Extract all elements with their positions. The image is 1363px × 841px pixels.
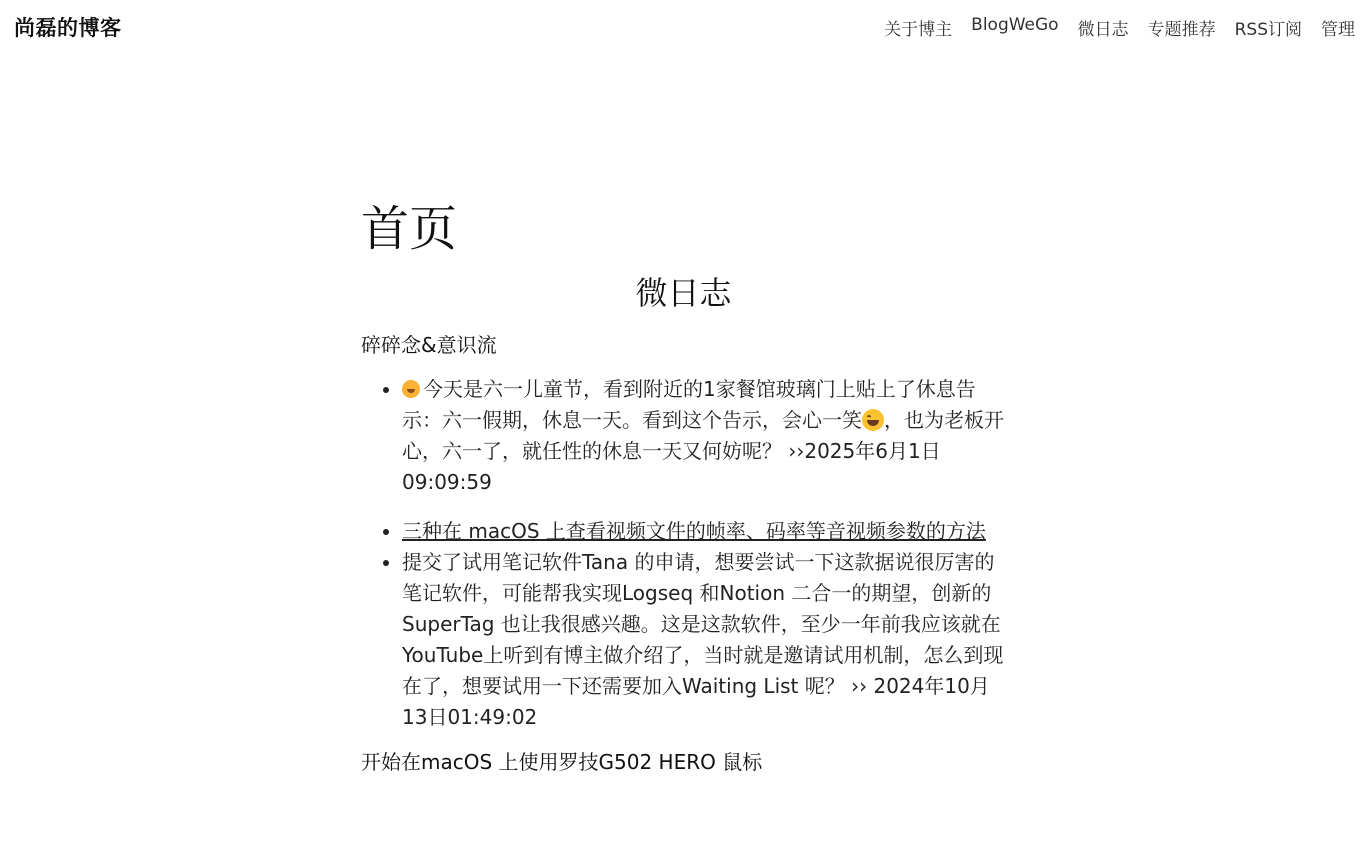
- nav-microblog[interactable]: 微日志: [1077, 20, 1129, 40]
- top-navigation-bar: [0, 0, 1363, 56]
- section-title: 微日志: [635, 274, 732, 312]
- item-text-part2: ，也为老板开心，六一了，就任性的休息一天又何妨呢？ ››2025年6月1日09:09:59: [402, 408, 1004, 494]
- item-text: 提交了试用笔记软件Tana 的申请，想要尝试一下这款据说很厉害的笔记软件，可能帮我实现Logseq 和Notion 二合一的期望，创新的SuperTag 也让我很感兴趣。这是这款软件，至少一年前我应该就在YouTube上听到有博主做介绍了，当时就是邀请试用机制，怎么到现在了，想要试用一下还需要加入Waiting List 呢？ ›› 2024年10月13日01:49:02: [402, 550, 1004, 729]
- grinning-face-icon: [862, 409, 884, 431]
- main-content: [361, 196, 1006, 777]
- main-nav: [884, 15, 1355, 40]
- nav-blogwego[interactable]: BlogWeGo: [971, 15, 1059, 35]
- nav-rss[interactable]: RSS订阅: [1234, 20, 1302, 40]
- site-title-link[interactable]: 尚磊的博客: [14, 16, 122, 40]
- baby-face-icon: [402, 380, 420, 398]
- article-link[interactable]: 三种在 macOS 上查看视频文件的帧率、码率等音视频参数的方法: [402, 519, 986, 543]
- post-title[interactable]: 碎碎念&意识流: [361, 333, 497, 357]
- nav-about[interactable]: 关于博主: [884, 20, 953, 40]
- nav-topics[interactable]: 专题推荐: [1147, 20, 1216, 40]
- list-item: [402, 547, 1006, 733]
- post-item-list: [361, 374, 1006, 733]
- page-title: 首页: [361, 201, 458, 257]
- item-text-part1: 今天是六一儿童节，看到附近的1家餐馆玻璃门上贴上了休息告示：六一假期，休息一天。看到这个告示，会心一笑: [402, 377, 976, 432]
- nav-admin[interactable]: 管理: [1321, 20, 1355, 40]
- post-title[interactable]: 开始在macOS 上使用罗技G502 HERO 鼠标: [361, 750, 763, 774]
- list-item: [402, 374, 1006, 498]
- list-item: [402, 516, 1006, 547]
